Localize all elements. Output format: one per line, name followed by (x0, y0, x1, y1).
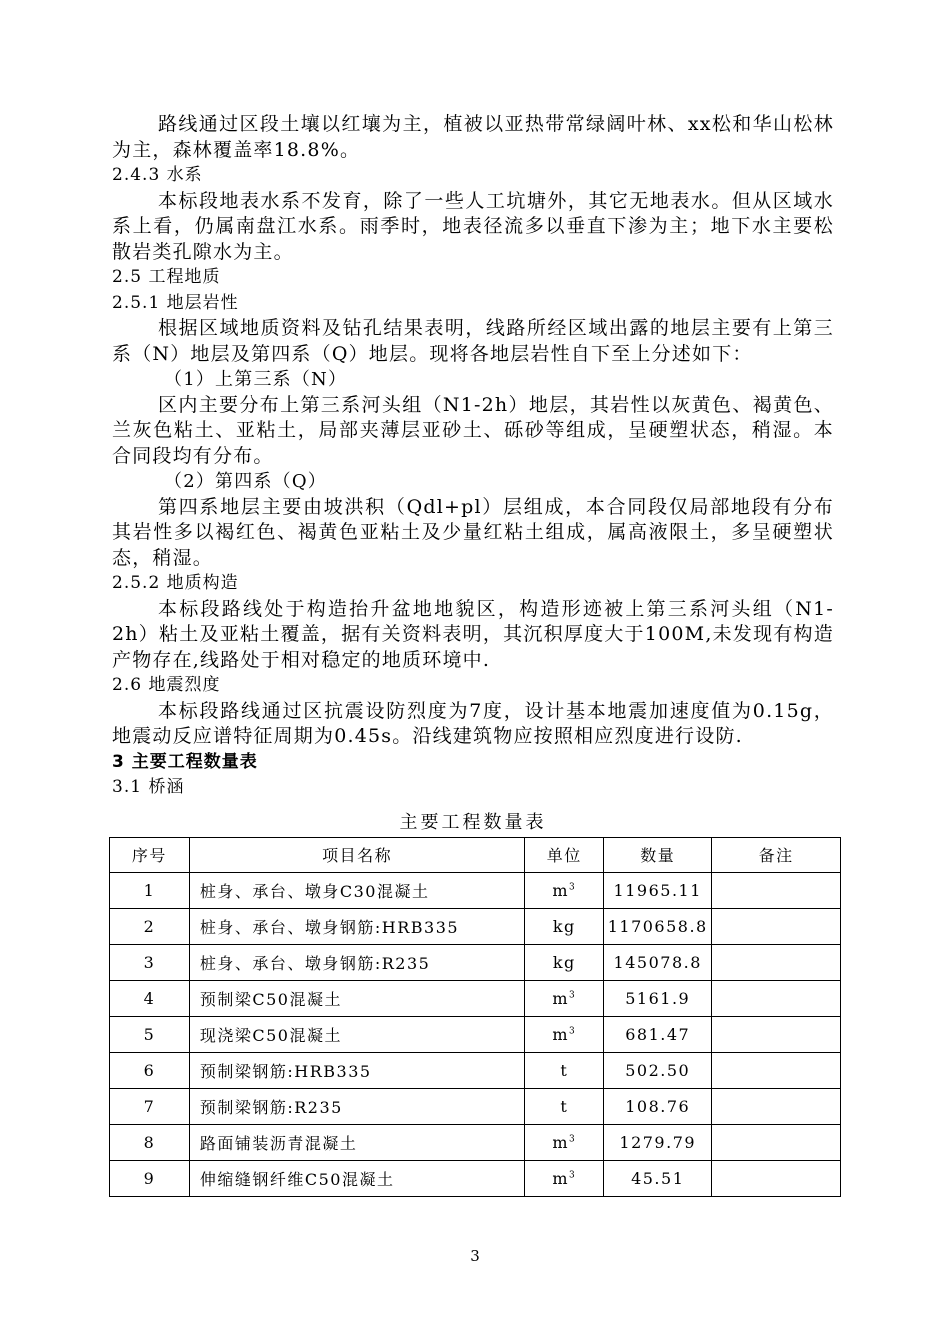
item-name-cell: 伸缩缝钢纤维C50混凝土 (189, 1160, 525, 1196)
quantity-cell: 11965.11 (604, 872, 712, 908)
row-number-cell: 8 (110, 1124, 190, 1160)
header-cell: 序号 (110, 837, 190, 872)
unit-text: t (560, 1060, 569, 1080)
remark-cell (712, 1052, 841, 1088)
page-number: 3 (470, 1247, 480, 1265)
unit-text: m (552, 1024, 570, 1044)
quantity-cell: 681.47 (604, 1016, 712, 1052)
unit-superscript: 3 (569, 1170, 577, 1181)
quantity-cell: 1279.79 (604, 1124, 712, 1160)
paragraph-tertiary: 区内主要分布上第三系河头组（N1-2h）地层，其岩性以灰黄色、褐黄色、兰灰色粘土、亚粘土，局部夹薄层亚砂土、砾砂等组成，呈硬塑状态，稍湿。本合同段均有分布。 (112, 393, 834, 467)
paragraph-structure: 本标段路线处于构造抬升盆地地貌区，构造形迹被上第三系河头组（N1-2h）粘土及亚粘土覆盖，据有关资料表明，其沉积厚度大于100M,未发现有构造产物存在,线路处于相对稳定的地质环境中. (112, 597, 834, 671)
remark-cell (712, 1088, 841, 1124)
item-name-cell: 路面铺装沥青混凝土 (189, 1124, 525, 1160)
paragraph-water: 本标段地表水系不发育，除了一些人工坑塘外，其它无地表水。但从区域水系上看，仍属南盘江水系。雨季时，地表径流多以垂直下渗为主；地下水主要松散岩类孔隙水为主。 (112, 189, 834, 263)
table-row (110, 1160, 841, 1196)
unit-cell (525, 908, 604, 944)
unit-cell (525, 872, 604, 908)
remark-cell (712, 872, 841, 908)
paragraph-seismic: 本标段路线通过区抗震设防烈度为7度，设计基本地震加速度值为0.15g，地震动反应谱特征周期为0.45s。沿线建筑物应按照相应烈度进行设防. (112, 699, 834, 747)
unit-cell (525, 980, 604, 1016)
quantity-cell: 5161.9 (604, 980, 712, 1016)
quantity-cell: 1170658.8 (604, 908, 712, 944)
unit-text: kg (552, 952, 576, 972)
header-cell: 项目名称 (189, 837, 525, 872)
table-row (110, 1052, 841, 1088)
unit-text: m (552, 880, 570, 900)
heading-2-5-1: 2.5.1 地层岩性 (112, 292, 239, 313)
quantity-cell: 145078.8 (604, 944, 712, 980)
remark-cell (712, 1124, 841, 1160)
subheading-tertiary: （1）上第三系（N） (164, 369, 348, 390)
item-name-cell: 桩身、承台、墩身C30混凝土 (189, 872, 525, 908)
unit-text: m (552, 1168, 570, 1188)
row-number-cell: 9 (110, 1160, 190, 1196)
unit-superscript: 3 (569, 1134, 577, 1145)
item-name-cell: 桩身、承台、墩身钢筋:HRB335 (189, 908, 525, 944)
table-row (110, 944, 841, 980)
header-cell: 备注 (712, 837, 841, 872)
table-header-row (110, 837, 841, 872)
table-row (110, 872, 841, 908)
unit-cell (525, 1052, 604, 1088)
quantities-table (109, 837, 841, 1197)
row-number-cell: 3 (110, 944, 190, 980)
unit-cell (525, 1088, 604, 1124)
quantity-cell: 502.50 (604, 1052, 712, 1088)
row-number-cell: 7 (110, 1088, 190, 1124)
heading-2-5-2: 2.5.2 地质构造 (112, 573, 239, 593)
heading-2-5: 2.5 工程地质 (112, 267, 221, 287)
unit-cell (525, 944, 604, 980)
heading-2-4-3: 2.4.3 水系 (112, 165, 203, 185)
table-row (110, 980, 841, 1016)
header-cell: 数量 (604, 837, 712, 872)
row-number-cell: 4 (110, 980, 190, 1016)
unit-text: t (560, 1096, 569, 1116)
table-row (110, 908, 841, 944)
quantity-cell: 45.51 (604, 1160, 712, 1196)
quantity-cell: 108.76 (604, 1088, 712, 1124)
item-name-cell: 预制梁钢筋:R235 (189, 1088, 525, 1124)
table-body (110, 872, 841, 1196)
table-row (110, 1016, 841, 1052)
document-body (112, 112, 834, 1197)
unit-cell (525, 1016, 604, 1052)
header-cell: 单位 (525, 837, 604, 872)
unit-superscript: 3 (569, 990, 577, 1001)
unit-superscript: 3 (569, 1026, 577, 1037)
remark-cell (712, 908, 841, 944)
table-title: 主要工程数量表 (399, 811, 547, 833)
item-name-cell: 预制梁钢筋:HRB335 (189, 1052, 525, 1088)
remark-cell (712, 980, 841, 1016)
table-row (110, 1088, 841, 1124)
item-name-cell: 现浇梁C50混凝土 (189, 1016, 525, 1052)
remark-cell (712, 1016, 841, 1052)
heading-3-1: 3.1 桥涵 (112, 777, 185, 797)
paragraph-strata: 根据区域地质资料及钻孔结果表明，线路所经区域出露的地层主要有上第三系（N）地层及第四系（Q）地层。现将各地层岩性自下至上分述如下： (112, 317, 834, 365)
paragraph-quaternary: 第四系地层主要由坡洪积（Qdl+pl）层组成，本合同段仅局部地段有分布其岩性多以褐红色、褐黄色亚粘土及少量红粘土组成，属高液限土，多呈硬塑状态，稍湿。 (112, 495, 834, 569)
row-number-cell: 1 (110, 872, 190, 908)
heading-2-6: 2.6 地震烈度 (112, 675, 221, 695)
unit-text: m (552, 1132, 570, 1152)
item-name-cell: 预制梁C50混凝土 (189, 980, 525, 1016)
unit-superscript: 3 (569, 882, 577, 893)
unit-text: m (552, 988, 570, 1008)
row-number-cell: 5 (110, 1016, 190, 1052)
paragraph-soil: 路线通过区段土壤以红壤为主，植被以亚热带常绿阔叶林、xx松和华山松林为主，森林覆盖率18.8%。 (112, 113, 834, 161)
unit-cell (525, 1160, 604, 1196)
subheading-quaternary: （2）第四系（Q） (164, 471, 328, 492)
item-name-cell: 桩身、承台、墩身钢筋:R235 (189, 944, 525, 980)
remark-cell (712, 944, 841, 980)
heading-3: 3 主要工程数量表 (112, 751, 258, 772)
row-number-cell: 6 (110, 1052, 190, 1088)
row-number-cell: 2 (110, 908, 190, 944)
unit-cell (525, 1124, 604, 1160)
table-row (110, 1124, 841, 1160)
remark-cell (712, 1160, 841, 1196)
unit-text: kg (552, 916, 576, 936)
